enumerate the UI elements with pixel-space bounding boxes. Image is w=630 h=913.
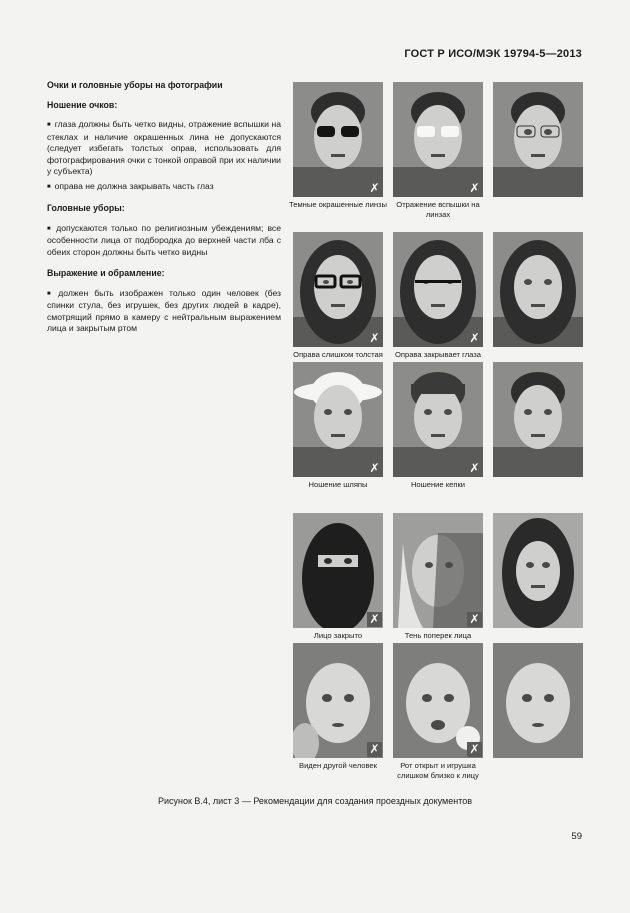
- reject-icon: ✗: [467, 181, 482, 196]
- photo-caption: Отражение вспышки на линзах: [396, 200, 480, 219]
- reject-icon: ✗: [367, 331, 382, 346]
- sample-photo: [393, 82, 483, 197]
- sample-photo: [393, 643, 483, 758]
- sample-photo: [493, 513, 583, 628]
- sample-photo: [293, 513, 383, 628]
- figure-caption: Рисунок В.4, лист 3 — Рекомендации для создания проездных документов: [157, 796, 473, 806]
- reject-icon: ✗: [467, 461, 482, 476]
- glasses-section: [47, 100, 281, 194]
- page-number: 59: [571, 831, 582, 842]
- expression-item-1: ■ должен быть изображен только один человек (без спинки стула, без игрушек, без других людей в кадре), смотрящий прямо в камеру с нейтральным выражением лица и закрытым ртом: [47, 288, 281, 335]
- sample-photo: [493, 82, 583, 197]
- sample-photo: [493, 643, 583, 758]
- reject-icon: ✗: [367, 461, 382, 476]
- glasses-item-2: ■ оправа не должна закрывать часть глаз: [47, 181, 281, 194]
- photo-caption: Лицо закрыто: [313, 631, 363, 640]
- reject-icon: ✗: [467, 612, 482, 627]
- photo-caption: Тень поперек лица: [404, 631, 472, 640]
- reject-icon: ✗: [467, 331, 482, 346]
- photo-caption: Ношение кепки: [410, 480, 466, 489]
- sample-photo: [293, 362, 383, 477]
- sample-photo: [293, 643, 383, 758]
- sample-photo: [393, 513, 483, 628]
- standard-header: ГОСТ Р ИСО/МЭК 19794-5—2013: [404, 48, 582, 60]
- reject-icon: ✗: [367, 742, 382, 757]
- photo-caption: Ношение шляпы: [308, 480, 368, 489]
- photo-caption: Виден другой человек: [299, 761, 377, 770]
- sample-photo: [293, 232, 383, 347]
- photo-caption: Оправа слишком толстая: [293, 350, 383, 359]
- sample-photo: [493, 362, 583, 477]
- reject-icon: ✗: [367, 181, 382, 196]
- section-title: Очки и головные уборы на фотографии: [47, 80, 223, 90]
- glasses-item-1: ■ глаза должны быть четко видны, отражение вспышки на стеклах и наличие окрашенных лина не допускаются (следует избегать толстых оправ, использовать для фотографирования очки с тонкой оправой при их наличии у субъекта): [47, 119, 281, 178]
- photo-caption: Рот открыт и игрушка слишком близко к лицу: [397, 761, 479, 780]
- headwear-item-1: ■ допускаются только по религиозным убеждениям; все особенности лица от подбородка до верхней части лба с обеих сторон должны быть четко видны: [47, 223, 281, 259]
- sample-photo: [393, 362, 483, 477]
- requirements-text: [47, 80, 281, 345]
- expression-heading: Выражение и обрамление:: [47, 268, 165, 278]
- headwear-section: [47, 203, 281, 258]
- photo-caption: Оправа закрывает глаза: [394, 350, 482, 359]
- reject-icon: ✗: [367, 612, 382, 627]
- headwear-heading: Головные уборы:: [47, 203, 125, 213]
- sample-photo: [293, 82, 383, 197]
- sample-photo: [493, 232, 583, 347]
- reject-icon: ✗: [467, 742, 482, 757]
- glasses-heading: Ношение очков:: [47, 99, 118, 110]
- expression-section: [47, 268, 281, 335]
- sample-photo: [393, 232, 483, 347]
- photo-caption: Темные окрашенные линзы: [289, 200, 387, 209]
